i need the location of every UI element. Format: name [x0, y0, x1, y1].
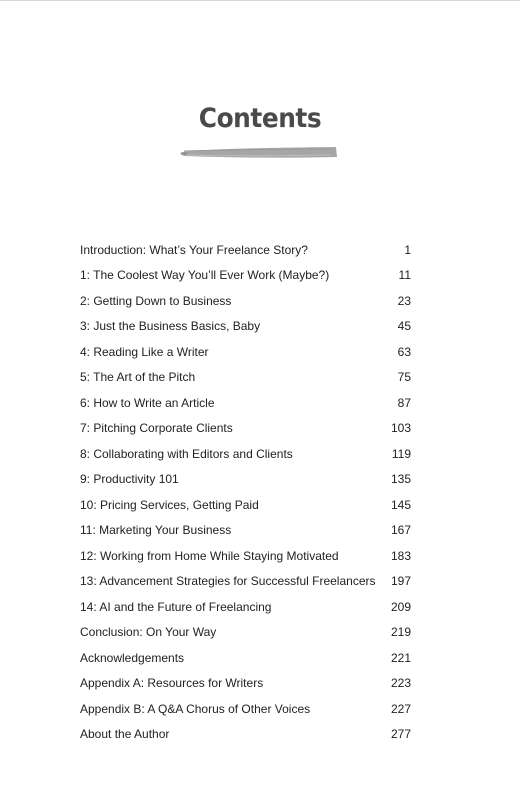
toc-entry-page-number: 277 — [390, 727, 411, 742]
toc-entry — [80, 671, 411, 697]
toc-entry-title: 8: Collaborating with Editors and Clients — [80, 446, 293, 461]
toc-entry-page-number: 167 — [390, 523, 411, 538]
toc-entry — [80, 492, 411, 518]
toc-entry-title: 13: Advancement Strategies for Successful Freelancers — [80, 574, 376, 589]
toc-entry-page-number: 11 — [398, 268, 411, 283]
toc-entry — [80, 237, 411, 263]
toc-entry-page-number: 223 — [390, 676, 411, 691]
toc-entry-title: 7: Pitching Corporate Clients — [80, 421, 233, 436]
toc-entry — [80, 467, 411, 493]
toc-entry-page-number: 103 — [390, 421, 411, 436]
toc-entry — [80, 722, 411, 748]
toc-entry-page-number: 219 — [390, 625, 411, 640]
toc-entry — [80, 263, 411, 289]
toc-entry-title: 5: The Art of the Pitch — [80, 370, 196, 385]
toc-entry-title: 10: Pricing Services, Getting Paid — [80, 497, 259, 512]
toc-entry-page-number: 87 — [397, 395, 411, 410]
toc-entry-title: 9: Productivity 101 — [80, 472, 179, 487]
toc-entry — [80, 645, 411, 671]
toc-entry — [80, 339, 411, 365]
toc-entry-title: 1: The Coolest Way You’ll Ever Work (Maybe?) — [80, 268, 330, 283]
toc-entry-title: Introduction: What’s Your Freelance Story? — [80, 242, 308, 257]
toc-entry-title: Appendix B: A Q&A Chorus of Other Voices — [80, 701, 311, 716]
toc-entry-title: 2: Getting Down to Business — [80, 293, 232, 308]
toc-entry-page-number: 1 — [404, 242, 411, 257]
toc-entry — [80, 569, 411, 595]
toc-entry-page-number: 135 — [390, 472, 411, 487]
toc-entry-page-number: 119 — [391, 446, 411, 461]
toc-entry-page-number: 209 — [390, 599, 411, 614]
toc-entry — [80, 390, 411, 416]
toc-entry-page-number: 197 — [390, 574, 411, 589]
toc-entry-page-number: 183 — [390, 548, 411, 563]
toc-entry-title: About the Author — [80, 727, 170, 742]
toc-entry — [80, 441, 411, 467]
toc-entry — [80, 696, 411, 722]
toc-entry — [80, 365, 411, 391]
toc-entry-title: 11: Marketing Your Business — [80, 523, 232, 538]
toc-entry-title: Conclusion: On Your Way — [80, 625, 217, 640]
toc-entry-page-number: 45 — [397, 319, 411, 334]
toc-entry — [80, 594, 411, 620]
toc-entry-page-number: 23 — [397, 293, 411, 308]
toc-entry — [80, 518, 411, 544]
toc-entry-title: 4: Reading Like a Writer — [80, 344, 209, 359]
toc-entry — [80, 416, 411, 442]
toc-entry-title: Acknowledgements — [80, 650, 185, 665]
toc-entry-title: 6: How to Write an Article — [80, 395, 215, 410]
toc-entry-page-number: 75 — [397, 370, 411, 385]
toc-entry-page-number: 221 — [390, 650, 411, 665]
toc-entry-title: Appendix A: Resources for Writers — [80, 676, 264, 691]
toc-entry-page-number: 227 — [390, 701, 411, 716]
toc-entry — [80, 314, 411, 340]
toc-entry — [80, 620, 411, 646]
toc-entry — [80, 288, 411, 314]
page-title: Contents — [198, 103, 322, 134]
toc-entry — [80, 543, 411, 569]
toc-entry-title: 3: Just the Business Basics, Baby — [80, 319, 261, 334]
toc-entry-title: 14: AI and the Future of Freelancing — [80, 599, 272, 614]
brush-stroke-underline — [180, 146, 338, 160]
toc-entry-page-number: 145 — [390, 497, 411, 512]
table-of-contents — [80, 237, 411, 747]
toc-entry-title: 12: Working from Home While Staying Motivated — [80, 548, 339, 563]
toc-entry-page-number: 63 — [397, 344, 411, 359]
